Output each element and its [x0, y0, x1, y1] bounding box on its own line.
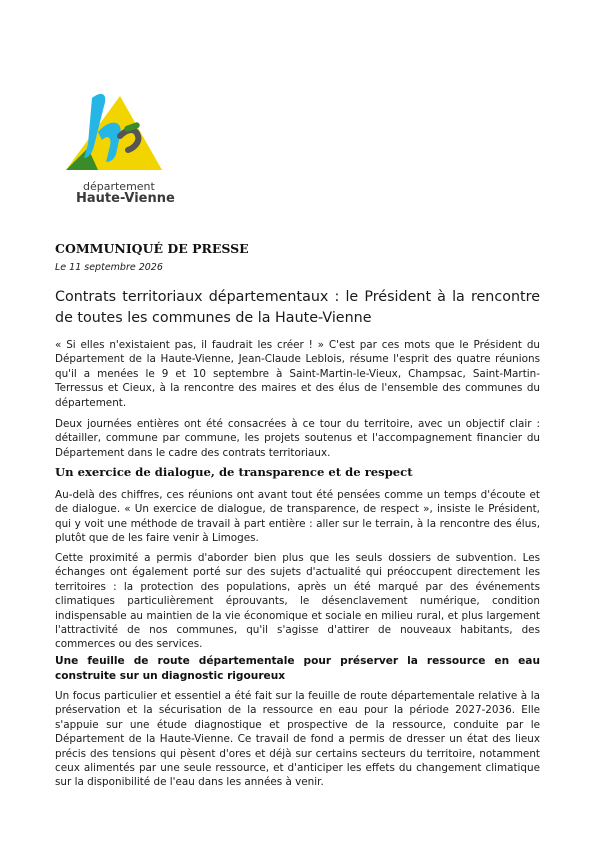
logo-text-departement: département — [83, 180, 155, 193]
press-release-kicker: COMMUNIQUÉ DE PRESSE — [55, 241, 249, 256]
paragraph-proximity: Cette proximité a permis d'aborder bien plus que les seuls dossiers de subvention. Les échanges ont également porté sur des sujets d'actualité qui préoccupent directement les territoires : la protection des populations, après un été marqué par des événements climatiques particulièrement éprouvants, le désenclavement numérique, condition indispensable au maintien de la vie économique et sociale en milieu rural, et plus largement l'attractivité de nos communes, qu'il s'agisse d'attirer de nouveaux habitants, des commerces ou des services. — [55, 552, 540, 651]
press-release-title: Contrats territoriaux départementaux : le Président à la rencontre de toutes les communes de la Haute-Vienne — [55, 289, 540, 326]
paragraph-tour: Deux journées entières ont été consacrées à ce tour du territoire, avec un objectif clair : détailler, commune par commune, les projets soutenus et l'accompagnement financier du Département dans le cadre des contrats territoriaux. — [55, 418, 540, 459]
logo-text-haute-vienne: Haute-Vienne — [76, 191, 175, 206]
paragraph-intro: « Si elles n'existaient pas, il faudrait les créer ! » C'est par ces mots que le Président du Département de la Haute-Vienne, Jean-Claude Leblois, résume l'esprit des quatre réunions qu'il a menées le 9 et 10 septembre à Saint-Martin-le-Vieux, Champsac, Saint-Martin-Terressus et Cieux, à la rencontre des maires et des élus de l'ensemble des communes du département. — [55, 339, 540, 409]
paragraph-water: Un focus particulier et essentiel a été fait sur la feuille de route départementale relative à la préservation et la sécurisation de la ressource en eau pour la période 2027-2036. Elle s'appuie sur une étude diagnostique et prospective de la ressource, conduite par le Département de la Haute-Vienne. Ce travail de fond a permis de dresser un état des lieux précis des tensions qui pèsent d'ores et déjà sur certains secteurs du territoire, notamment ceux alimentés par une seule ressource, et d'anticiper les effets du changement climatique sur la disponibilité de l'eau dans les années à venir. — [55, 690, 540, 789]
press-release-date: Le 11 septembre 2026 — [55, 262, 163, 273]
subheading-water-roadmap: Une feuille de route départementale pour préserver la ressource en eau construite sur un diagnostic rigoureux — [55, 655, 540, 682]
department-logo — [52, 84, 175, 216]
subheading-dialogue: Un exercice de dialogue, de transparence et de respect — [55, 465, 413, 479]
logo-emblem-icon — [58, 84, 168, 184]
paragraph-dialogue: Au-delà des chiffres, ces réunions ont avant tout été pensées comme un temps d'écoute et de dialogue. « Un exercice de dialogue, de transparence, de respect », insiste le Président, qui y voit une méthode de travail à part entière : aller sur le terrain, à la rencontre des élus, plutôt que de les faire venir à Limoges. — [55, 489, 540, 545]
